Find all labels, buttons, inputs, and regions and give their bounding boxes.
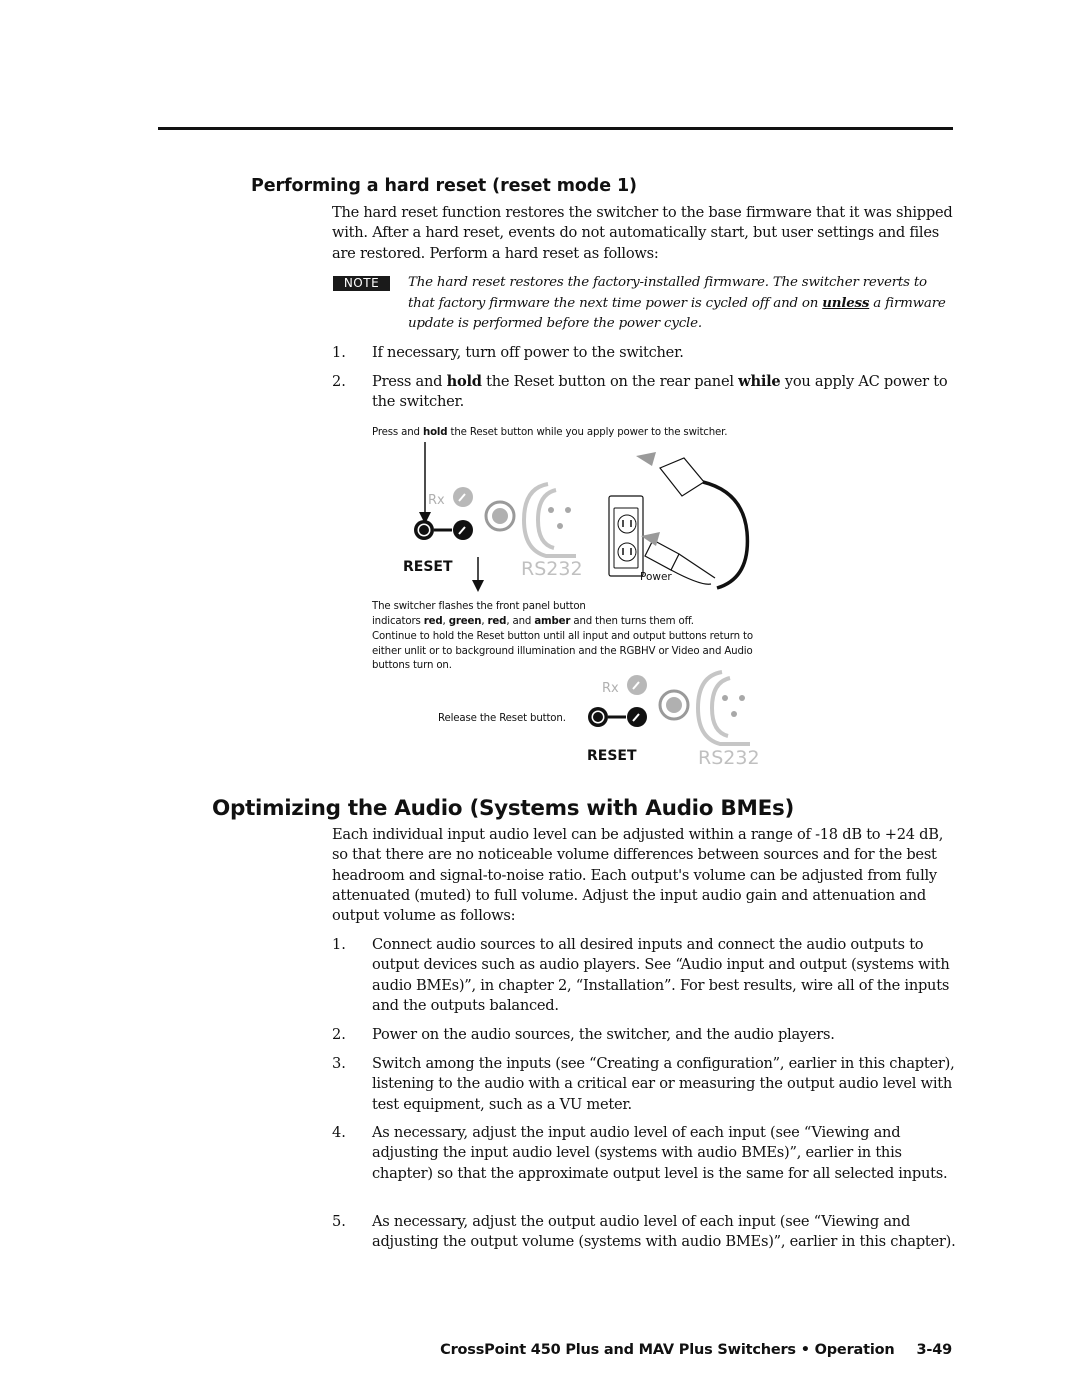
power-outlet [609, 452, 747, 588]
audio-paragraph: Each individual input audio level can be adjusted within a range of -18 dB to +24 dB, so that there are no noticeable volume differences between sources and for the best headroom and signal-to-noise ratio. Each output's volume can be adjusted from fully attenuated (muted) to full volume. Adjust the input audio gain and attenuation and output volume as follows: [332, 826, 944, 925]
reset-label: RESET [403, 559, 453, 575]
note-keyword: unless [822, 295, 870, 311]
main-heading: Optimizing the Audio (Systems with Audio BMEs) [212, 796, 794, 821]
page-footer [440, 1342, 952, 1358]
audio-step-5: 5. As necessary, adjust the output audio level of each input (see “Viewing and adjusting the output volume (systems with audio BMEs)”, earlier in this chapter). [332, 1213, 956, 1251]
rx-label-2: Rx [602, 681, 619, 696]
wall-plug-icon [645, 540, 679, 570]
reset-step-1: 1. If necessary, turn off power to the switcher. [332, 344, 684, 361]
note-text: The hard reset restores the factory-installed firmware. The switcher reverts to that factory firmware the next time power is cycled off and on unless a firmware update is performed before the power cycle. [408, 275, 946, 331]
note-badge: NOTE [333, 276, 390, 291]
reset-label-2: RESET [587, 748, 637, 764]
audio-step-4: 4. As necessary, adjust the input audio level of each input (see “Viewing and adjusting the input audio level (systems with audio BMEs)”, earlier in this chapter) so that the approximate output level is the same for all selected inputs. [332, 1124, 948, 1182]
rear-panel-top [403, 484, 583, 586]
figure-continue-caption: Continue to hold the Reset button until all input and output buttons return to either unlit or to background illumination and the RGBHV or Video and Audio buttons turn on. [372, 631, 753, 672]
rs232-label: RS232 [521, 558, 583, 580]
page-number: 3-49 [916, 1342, 952, 1358]
iec-arrow-icon [636, 452, 656, 466]
reset-step-2: 2. Press and hold the Reset button on the rear panel while you apply AC power to the switcher. [332, 373, 948, 411]
intro-paragraph: The hard reset function restores the switcher to the base firmware that it was shipped with. After a hard reset, events do not automatically start, but user settings and files are restored. Perform a hard reset as follows: [332, 204, 953, 262]
figure-flash-caption: The switcher flashes the front panel button indicators red, green, red, and amber and then turns them off. [372, 601, 694, 627]
power-cord [703, 482, 747, 588]
section-heading: Performing a hard reset (reset mode 1) [251, 176, 637, 196]
figure-caption-top: Press and hold the Reset button while you apply power to the switcher. [372, 427, 728, 438]
power-label: Power [640, 571, 672, 583]
figure-release-caption: Release the Reset button. [438, 713, 566, 724]
rs232-label-2: RS232 [698, 747, 760, 769]
iec-plug-icon [660, 458, 704, 496]
rx-label: Rx [428, 493, 445, 508]
footer-title: CrossPoint 450 Plus and MAV Plus Switchers • Operation [440, 1342, 895, 1358]
audio-step-3: 3. Switch among the inputs (see “Creating a configuration”, earlier in this chapter), listening to the audio with a critical ear or measuring the output audio level with test equipment, such as a VU meter. [332, 1055, 955, 1113]
rear-panel-bottom [587, 672, 760, 769]
audio-step-2: 2. Power on the audio sources, the switcher, and the audio players. [332, 1026, 835, 1043]
audio-step-1: 1. Connect audio sources to all desired inputs and connect the audio outputs to output devices such as audio players. See “Audio input and output (systems with audio BMEs)”, in chapter 2, “Installation”. For best results, wire all of the inputs and the outputs balanced. [332, 936, 950, 1014]
